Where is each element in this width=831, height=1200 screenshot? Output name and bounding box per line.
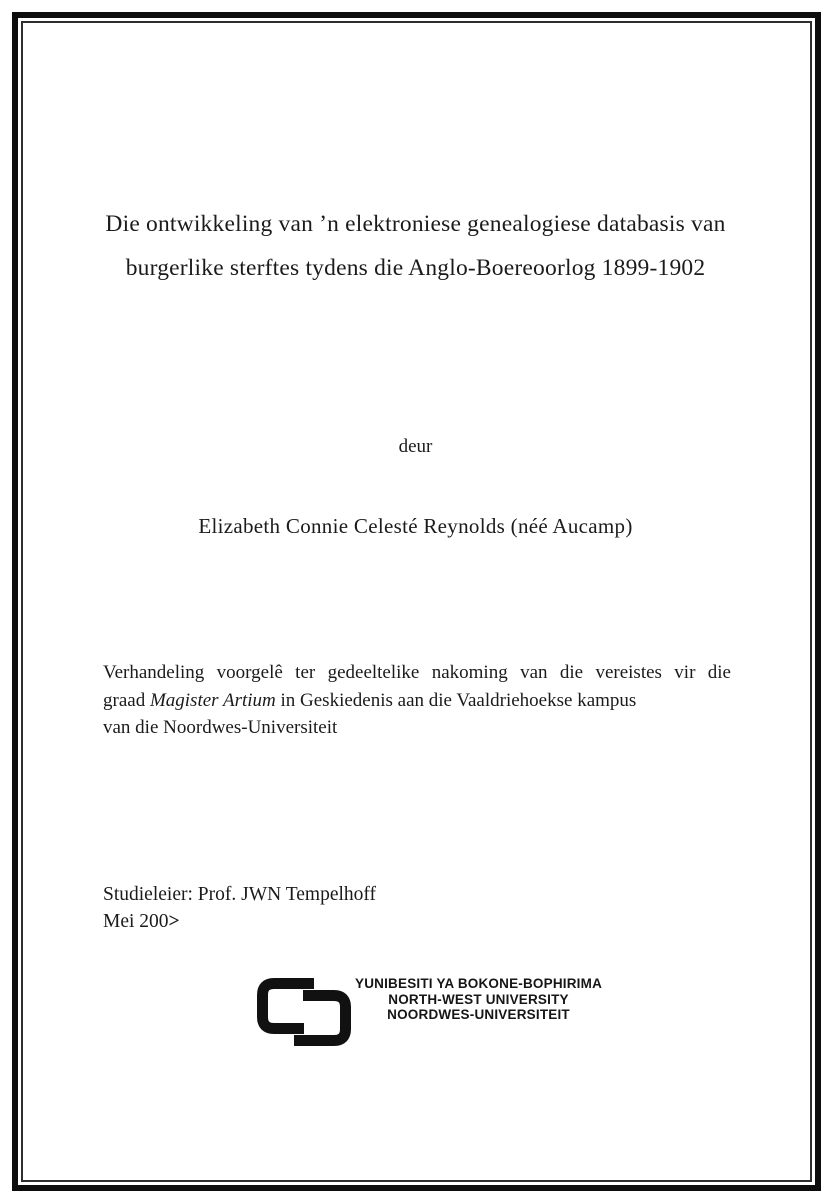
author-name: Elizabeth Connie Celesté Reynolds (néé Aucamp) [198,514,633,538]
interlocking-links-logo-icon [257,978,351,1046]
thesis-title [60,202,771,290]
logo-line-afrikaans: NOORDWES-UNIVERSITEIT [387,1007,570,1022]
submission-statement [103,659,731,742]
date-final-glyph: > [168,911,179,932]
statement-line-3: van die Noordwes-Universiteit [103,717,338,738]
statement-line-2-pre: graad [103,689,150,711]
supervisor-block [103,881,376,935]
logo-line-english: NORTH-WEST UNIVERSITY [388,991,569,1007]
date-line [103,908,376,935]
statement-line-1: Verhandeling voorgelê ter gedeeltelike nakoming van die vereistes vir die [103,662,731,683]
date-prefix: Mei 200 [103,911,169,932]
logo-line-setswana: YUNIBESITI YA BOKONE-BOPHIRIMA [355,976,603,991]
university-logo [257,976,602,1046]
degree-name-italic: Magister Artium [149,689,276,711]
thesis-title-line-1: Die ontwikkeling van ’n elektroniese genealogiese databasis van [105,211,726,237]
byline: deur [398,436,433,457]
thesis-title-line-2: burgerlike sterftes tydens die Anglo-Boereoorlog 1899-1902 [125,255,706,281]
statement-line-2 [103,687,731,715]
logo-wordmark [355,976,602,1023]
statement-line-2-post: in Geskiedenis aan die Vaaldriehoekse kampus [275,689,637,711]
supervisor-line: Studieleier: Prof. JWN Tempelhoff [103,884,377,905]
